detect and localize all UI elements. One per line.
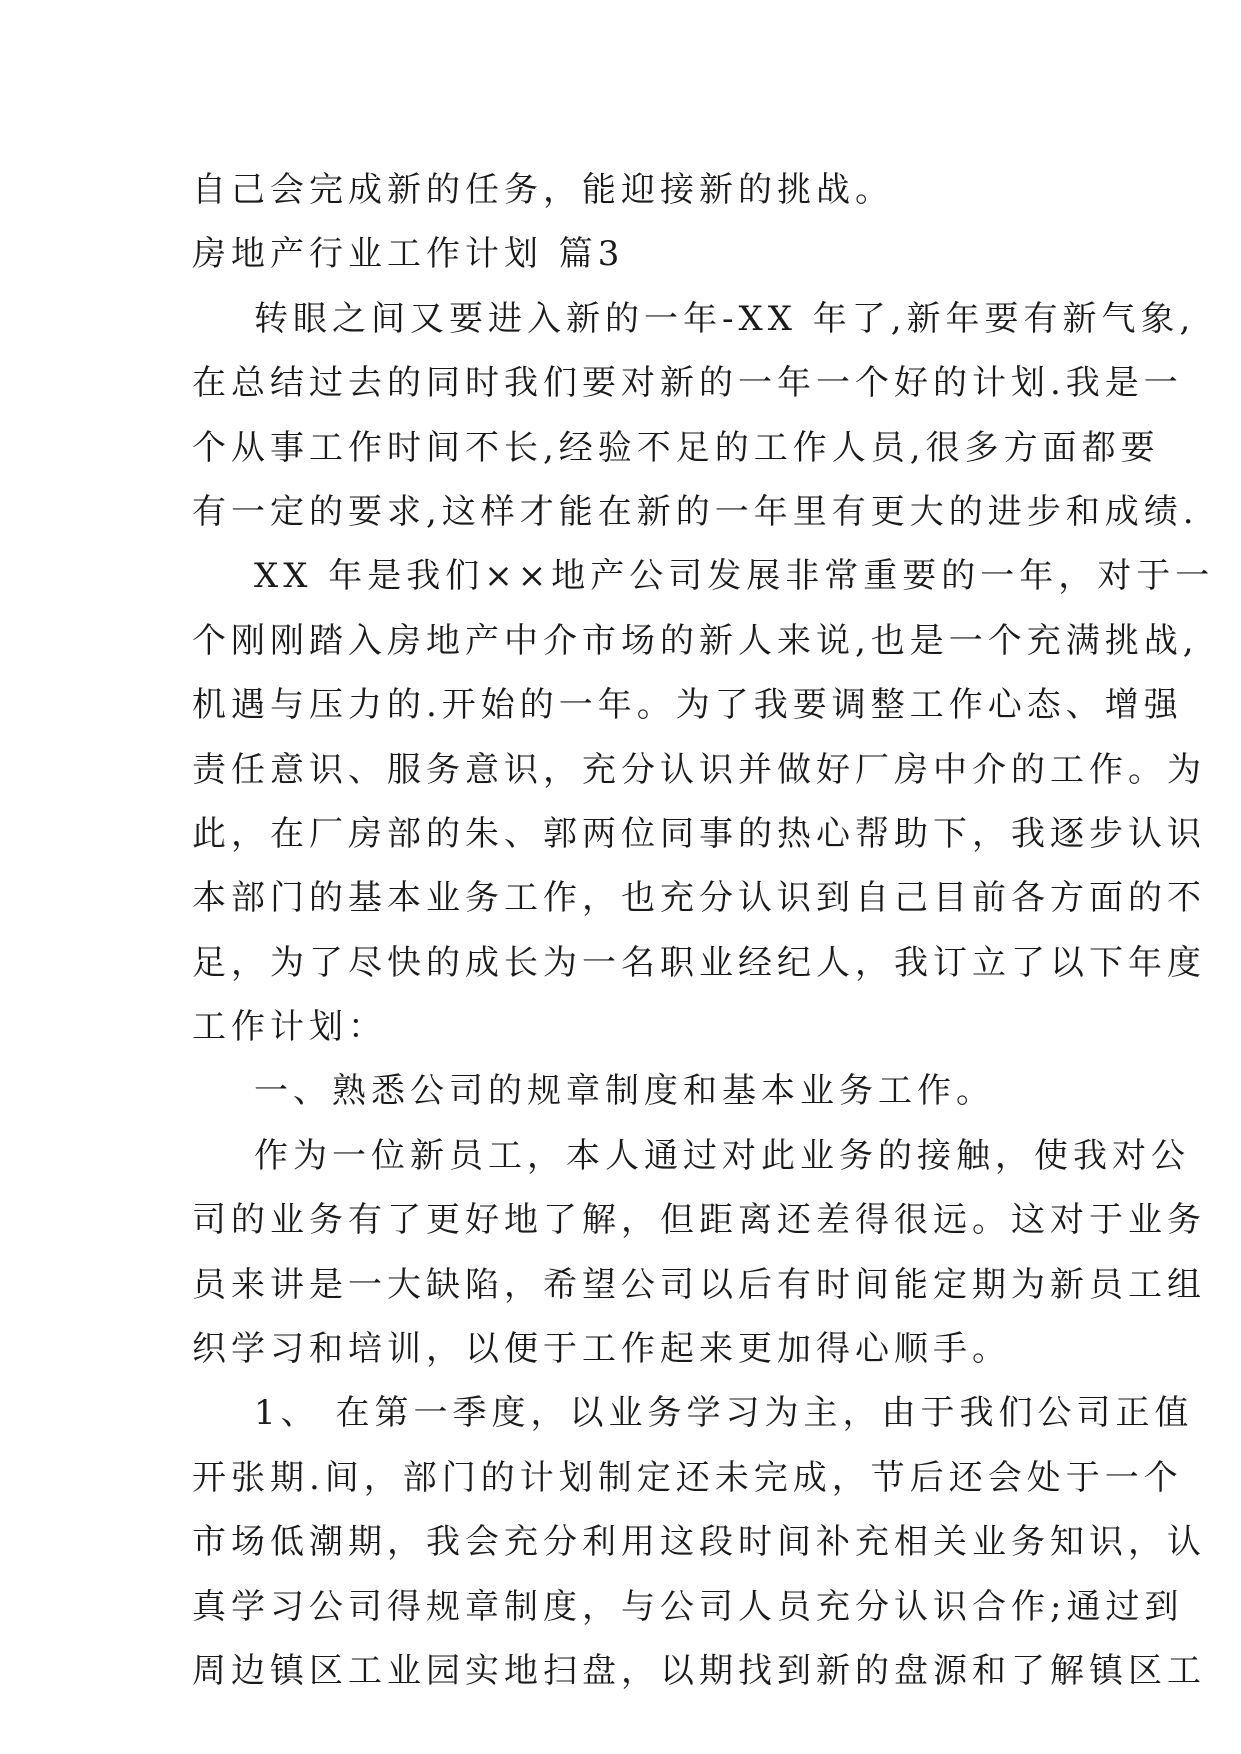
- text-line: 自己会完成新的任务，能迎接新的挑战。: [192, 170, 894, 210]
- text-line: 有一定的要求,这样才能在新的一年里有更大的进步和成绩.: [192, 491, 1199, 532]
- text-line: 员来讲是一大缺陷，希望公司以后有时间能定期为新员工组: [192, 1264, 1206, 1305]
- text-line: 足，为了尽快的成长为一名职业经纪人，我订立了以下年度: [192, 942, 1206, 983]
- text-line: 本部门的基本业务工作，也充分认识到自己目前各方面的不: [192, 878, 1206, 919]
- text-line: 机遇与压力的.开始的一年。为了我要调整工作心态、增强: [192, 685, 1183, 726]
- text-line: XX 年是我们××地产公司发展非常重要的一年，对于一: [254, 556, 1215, 597]
- document-body: [192, 158, 1215, 1703]
- text-line: 作为一位新员工，本人通过对此业务的接触，使我对公: [254, 1135, 1190, 1176]
- text-line: 周边镇区工业园实地扫盘，以期找到新的盘源和了解镇区工: [192, 1650, 1206, 1691]
- text-line: 个从事工作时间不长,经验不足的工作人员,很多方面都要: [192, 427, 1160, 468]
- list-heading: 一、熟悉公司的规章制度和基本业务工作。: [254, 1071, 995, 1112]
- text-line: 开张期.间，部门的计划制定还未完成，节后还会处于一个: [192, 1457, 1183, 1498]
- text-line: 转眼之间又要进入新的一年-XX 年了,新年要有新气象,: [254, 298, 1196, 339]
- text-line: 责任意识、服务意识，充分认识并做好厂房中介的工作。为: [192, 749, 1206, 790]
- text-line: 在总结过去的同时我们要对新的一年一个好的计划.我是一: [192, 363, 1183, 404]
- text-line: 真学习公司得规章制度，与公司人员充分认识合作;通过到: [192, 1586, 1184, 1627]
- text-line: 织学习和培训，以便于工作起来更加得心顺手。: [192, 1329, 1011, 1370]
- text-line: 司的业务有了更好地了解，但距离还差得很远。这对于业务: [192, 1200, 1206, 1241]
- list-item: 1、 在第一季度，以业务学习为主，由于我们公司正值: [254, 1393, 1194, 1434]
- text-line: 个刚刚踏入房地产中介市场的新人来说,也是一个充满挑战,: [192, 620, 1199, 661]
- text-line: 市场低潮期，我会充分利用这段时间补充相关业务知识，认: [192, 1522, 1206, 1563]
- text-line: 工作计划：: [192, 1007, 387, 1048]
- section-heading: 房地产行业工作计划 篇3: [192, 234, 625, 275]
- text-line: 此，在厂房部的朱、郭两位同事的热心帮助下，我逐步认识: [192, 813, 1206, 854]
